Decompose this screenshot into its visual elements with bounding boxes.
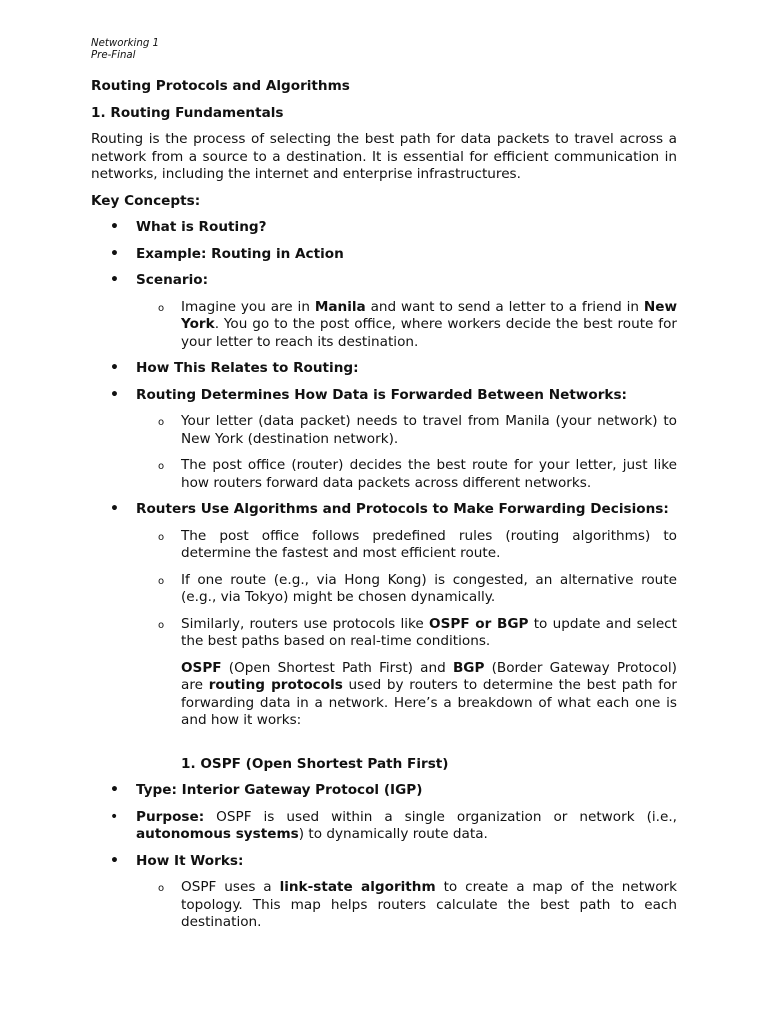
header-course: Networking 1 xyxy=(91,38,160,49)
emphasis-ospf-bgp: OSPF or BGP xyxy=(429,615,529,632)
document-page xyxy=(91,38,677,932)
list-item-how-it-works: • How It Works: xyxy=(91,853,677,871)
page-header xyxy=(91,38,677,62)
routers-sublist xyxy=(91,528,677,651)
list-item-relates: • How This Relates to Routing: xyxy=(91,360,677,378)
sublist-item: o The post office (router) decides the best route for your letter, just like how routers forward data packets across different networks. xyxy=(91,457,677,492)
list-item-what-is-routing: • What is Routing? xyxy=(91,219,677,237)
intro-paragraph: Routing is the process of selecting the best path for data packets to travel across a network from a source to a destination. It is essential for efficient communication in networks, including the internet and enterprise infrastructures. xyxy=(91,131,677,182)
routers-list xyxy=(91,501,677,519)
scenario-sublist xyxy=(91,299,677,352)
header-term: Pre-Final xyxy=(91,50,136,61)
sublist-item: o Similarly, routers use protocols like OSPF or BGP to update and select the best paths based on real-time conditions. xyxy=(91,616,677,651)
section-heading: 1. Routing Fundamentals xyxy=(91,104,284,121)
list-item-routers-use: • Routers Use Algorithms and Protocols to Make Forwarding Decisions: xyxy=(91,501,677,519)
sublist-item: o If one route (e.g., via Hong Kong) is congested, an alternative route (e.g., via Tokyo) might be chosen dynamically. xyxy=(91,572,677,607)
emphasis-manila: Manila xyxy=(314,298,366,315)
how-sublist xyxy=(91,879,677,932)
sublist-item: o Imagine you are in Manila and want to send a letter to a friend in New York. You go to the post office, where workers decide the best route for your letter to reach its destination. xyxy=(91,299,677,352)
emphasis-new-york: New York xyxy=(181,298,677,332)
ospf-bgp-paragraph: OSPF (Open Shortest Path First) and BGP (Border Gateway Protocol) are routing protocols used by routers to determine the best path for forwarding data in a network. Here’s a breakdown of what each one is and how it works: xyxy=(181,659,677,728)
determines-sublist xyxy=(91,413,677,492)
key-concepts-heading: Key Concepts: xyxy=(91,192,201,209)
sublist-item: o Your letter (data packet) needs to travel from Manila (your network) to New York (destination network). xyxy=(91,413,677,448)
list-item-example: • Example: Routing in Action xyxy=(91,246,677,264)
list-item-scenario: • Scenario: xyxy=(91,272,677,290)
key-concepts-list xyxy=(91,219,677,290)
relates-list xyxy=(91,360,677,404)
sublist-item: o OSPF uses a link-state algorithm to create a map of the network topology. This map helps routers calculate the best path to each destination. xyxy=(91,879,677,932)
list-item-purpose: • Purpose: OSPF is used within a single organization or network (i.e., autonomous systems) to dynamically route data. xyxy=(91,809,677,844)
ospf-heading: 1. OSPF (Open Shortest Path First) xyxy=(181,755,449,772)
ospf-list xyxy=(91,782,677,870)
document-title: Routing Protocols and Algorithms xyxy=(91,78,350,94)
emphasis-link-state: link-state algorithm xyxy=(279,879,436,895)
list-item-determines: • Routing Determines How Data is Forwarded Between Networks: xyxy=(91,387,677,405)
sublist-item: o The post office follows predefined rules (routing algorithms) to determine the fastest and most efficient route. xyxy=(91,528,677,563)
list-item-type: • Type: Interior Gateway Protocol (IGP) xyxy=(91,782,677,800)
